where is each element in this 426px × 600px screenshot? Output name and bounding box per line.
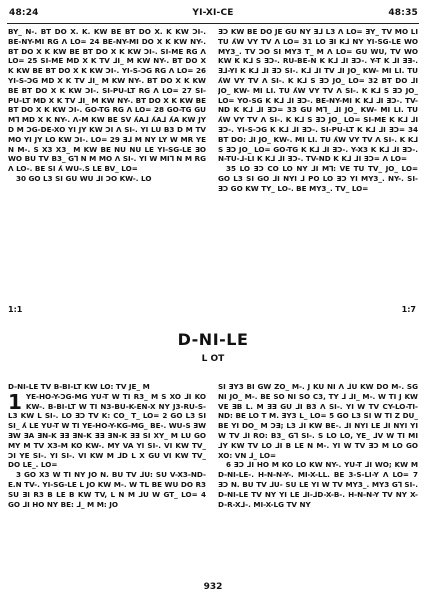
paragraph: 35 LO ƎƆ CO LO NY ⅃I M⅂: VE TU TV_ JO_ LO= GO L3 SI GO ⅃I NYI ⅃ PO LO ƎƆ YI MY3_. NY-. SI-ƎƆ GO KW TY_ LO-. BE MY3_. TV_ LO= xyxy=(218,164,418,193)
chapter-intro: D-NI-LE TV B-BI-LT KW LO: TV JE_ M xyxy=(8,382,150,391)
paragraph: 3 GO X3 W TI NY JO N. BU TV ⅃U: SU V-X3-ND-E.N TV-. YI-SG-LE L JO KW M-. W TL BE WU DO R3 SU ƎI R3 B LE B KW TV, L N M ⅃U W GT_ LO= 4 GO ⅃I HO NY BE: ⅃_ M M: JO xyxy=(8,470,206,509)
paragraph: 6 ƎƆ ⅃I HO M KO LO KW NY-. YU-T ⅃I WO; KW M D-NI-LE-. H-N-N-Y-. MI-X-LL. BE 3-S-LI-Y Λ LO= 7 ƎƆ N. BU TV ⅃U- SU LE YI W TV MY3_. MY3 G⅂ SI-. D-NI-LE TV NY YI LE ⅃I-⅃D-X-B-. H-N-N-Y TV NY X-D-R-X⅃-. MI-X-LG TV NY xyxy=(218,460,418,509)
header-divider xyxy=(7,23,419,24)
header-book-name: YI-XI-CE xyxy=(192,8,234,18)
paragraph: SI ƎY3 BI GW ZO_ M-. J KU NI Λ ⅃U KW DO M-. SG NI JO_ M-. BE SO NI SO C3, TY ⅃ ⅃I_ M-. W TI J KW VE ƎB L. M ƎƎ GU ⅃I B3 Λ SI-. YI W TV CY-LO-TI-ND: BE LO T M. ƎY3 L_ LO= 5 GO L3 SI W TI Z DU_ BE YI DO_ M ƆƎ; L3 ⅃I KW BE-. ⅃I NYI LE ⅃I NYI YI W TV ⅃I RO: B3_ G⅂ SI-. S LO LO, YE_ ⅃V W TI MI ⅃Y KW TV LO ⅃I B LE N M-. YI W TV ƎƆ M LO GO XO: VN ⅃_ LO= xyxy=(218,382,418,460)
top-left-column xyxy=(8,27,206,285)
paragraph: YE-HO-Y-ƆG-MG YU-T W TI R3_ M S XO ⅃I KO KW-. B-BI-LT W TI N3-BU-K-EN-X NY J3-RU-S-L3 KW L SI-. LO ƎƆ TV K: CO_ T_ LO= 2 GO L3 SI SI_ ʎ LE YU-T W TI YE-HO-Y-KG-MG_ BE-. WU-S ƎW ƎW ƎA ƎN-K ƎƎ ƎN-K ƎƎ ƎN-K ƎƎ SI XY_ M LU GO MY M TV X3-M KO KW-. MY VA YI SI-. VI KW TV_ ƆI YE SI-. YI SI-. VI KW M ⅃D L X GU VI KW TV_ DO LE_. LO= xyxy=(8,391,206,470)
header-left-reference: 48:24 xyxy=(9,8,39,18)
paragraph: 30 GO L3 SI GU WU ⅃I ƆO KW-. LO xyxy=(16,173,152,183)
top-right-column xyxy=(218,27,418,285)
chapter-number: 1 xyxy=(8,389,22,414)
bottom-right-column xyxy=(218,382,418,570)
page-number: 932 xyxy=(203,582,223,592)
chapter-verse-left: 1:1 xyxy=(8,305,23,314)
paragraph: ƎƆ KW BE DO JE GU NY Ǝ⅃ L3 Λ LO= ƎY_ TV MO LI TU ʎW VY TV Λ LO= 31 LO ƎI K⅃ NY YI-SG-LE WO MY3_. TV ƆO SI MY3 T_ M Λ LO= GU WU, TV WO KW K K⅃ S ƎƆ-. RU-BE-N K K⅃ ⅃I ƎƆ-. Y-T K ⅃I ƎƎ-. Ǝ⅃-YI K K⅃ ⅃I ƎƆ SI-. K⅃ ⅃I TV ⅃I JO_ KW- MI LI. TU ʎW VY TV Λ SI-. K K⅃ S ƎƆ JO_ LO= 32 BT DO ⅃I JO_ KW- MI LI. TU ʎW VY TV Λ SI-. K K⅃ S ƎƆ JO_ LO= YO-SG K K⅃ ⅃I ƎƆ-. BE-NY-MI K K⅃ ⅃I ƎƆ-. TV-ND K K⅃ ⅃I ƎƆ= 33 GU M⅂_ ⅃I JO_ KW- MI LI. TU ʎW VY TV Λ SI-. K K⅃ S ƎƆ JO_ LO= SI-ME K K⅃ ⅃I ƎƆ-. YI-S-ƆG K K⅃ ⅃I ƎƆ-. SI-PU-LT K K⅃ ⅃I ƎƆ= 34 BT DO: ⅃I JO_ KW-. MI LI. TU ʎW VY TV Λ SI-. K K⅃ S ƎƆ JO_ LO= GO-TG K K⅃ ⅃I ƎƆ-. Y-X3 K K⅃ ⅃I ƎƆ-. N-TU-⅃-LI K K⅃ ⅃I ƎƆ-. TV-ND K K⅃ ⅃I ƎƆ= Λ LO= xyxy=(218,27,418,164)
chapter-verse-right: 1:7 xyxy=(401,305,416,314)
book-title: D-NI-LE xyxy=(177,330,249,349)
paragraph: BY_ N-. BT DO X. K. KW BE BT DO X. K KW ƆI-. BE-NY-MI RG Λ LO= 24 BE-NY-MI DO X K KW NY-. BT DO X K KW BE BT DO X K KW ƆI-. SI-ME RG Λ LO= 25 SI-ME MD X K TV ⅃I_ M KW NY-. BT DO X K KW BE BT DO X K KW ƆI-. YI-S-ƆG RG Λ LO= 26 YI-S-ƆG MD X K TV ⅃I_ M KW NY-. BT DO X K KW BE BT DO X K KW ƆI-. SI-PU-LT RG Λ LO= 27 SI-PU-LT MD X K TV ⅃I_ M KW NY-. BT DO X K KW BE BT DO X K KW ƆI-. GO-TG RG Λ LO= 28 GO-TG GU M⅂ MD X K NY-. Λ-M KW BE SV ʎA⅃ ʎA⅃ ʎA KW JY D M ƆG-DE-XO YI JY KW ƆI Λ SI-. YI LU B3 D M TV MO YI JY LO KW ƆI-. LO= 29 Ǝ⅃ M NY LY W MR YE N M-. S X3 X3_ M KW BE NU NU LE YI-SG-LE ƎO WO BU TV B3_ G⅂ N M MO Λ SI-. YI W MI⅂ N M RG Λ LO-. BE SI ʎ WU-.S LE BV_ LO= xyxy=(8,27,206,174)
book-subtitle: L OT xyxy=(201,354,225,364)
header-right-reference: 48:35 xyxy=(388,8,418,18)
bottom-left-column xyxy=(8,382,206,570)
